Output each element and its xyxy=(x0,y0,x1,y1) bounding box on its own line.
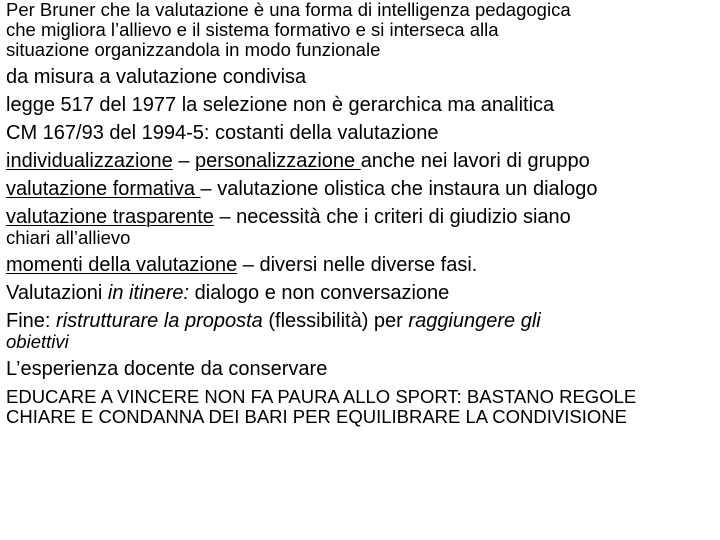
trasparente-term: valutazione trasparente xyxy=(6,206,214,228)
fine-line-2: obiettivi xyxy=(6,331,69,352)
educare-line-2: CHIARE E CONDANNA DEI BARI PER EQUILIBRARE LA CONDIVISIONE xyxy=(6,406,627,427)
bruner-line-1: Per Bruner che la valutazione è una forma di intelligenza pedagogica xyxy=(6,0,571,20)
fine-italic-1: ristrutturare la proposta xyxy=(56,310,263,332)
trasparente-line xyxy=(6,207,718,228)
momenti-term: momenti della valutazione xyxy=(6,254,238,276)
formativa-rest: – valutazione olistica che instaura un dialogo xyxy=(200,178,598,200)
individualizzazione-rest: anche nei lavori di gruppo xyxy=(360,150,590,172)
slide-body xyxy=(6,0,718,427)
legge-line: legge 517 del 1977 la selezione non è gerarchica ma analitica xyxy=(6,94,555,116)
momenti-line xyxy=(6,255,718,276)
trasparente-line-2: chiari all’allievo xyxy=(6,227,131,248)
formativa-term: valutazione formativa xyxy=(6,178,201,200)
fine-before: Fine: xyxy=(6,310,57,332)
momenti-rest: – diversi nelle diverse fasi. xyxy=(237,254,478,276)
individualizzazione-line xyxy=(6,151,718,172)
personalizzazione-term: personalizzazione xyxy=(195,150,361,172)
condivisa-line: da misura a valutazione condivisa xyxy=(6,66,307,88)
formativa-line xyxy=(6,179,718,200)
itinere-italic: in itinere: xyxy=(107,282,190,304)
bruner-line-2: che migliora l’allievo e il sistema formativo e si interseca alla xyxy=(6,19,499,40)
itinere-before: Valutazioni xyxy=(6,282,108,304)
educare-line-1: EDUCARE A VINCERE NON FA PAURA ALLO SPORT: BASTANO REGOLE xyxy=(6,386,637,407)
itinere-line xyxy=(6,283,718,304)
itinere-after: dialogo e non conversazione xyxy=(189,282,450,304)
cm-line: CM 167/93 del 1994-5: costanti della valutazione xyxy=(6,122,439,144)
esperienza-line: L’esperienza docente da conservare xyxy=(6,358,328,380)
fine-line xyxy=(6,311,718,332)
fine-italic-2: raggiungere gli xyxy=(408,310,541,332)
trasparente-rest: – necessità che i criteri di giudizio siano xyxy=(213,206,571,228)
bruner-line-3: situazione organizzandola in modo funzionale xyxy=(6,39,381,60)
individualizzazione-term: individualizzazione xyxy=(6,150,173,172)
individualizzazione-separator: – xyxy=(172,150,196,172)
fine-mid: (flessibilità) per xyxy=(262,310,409,332)
